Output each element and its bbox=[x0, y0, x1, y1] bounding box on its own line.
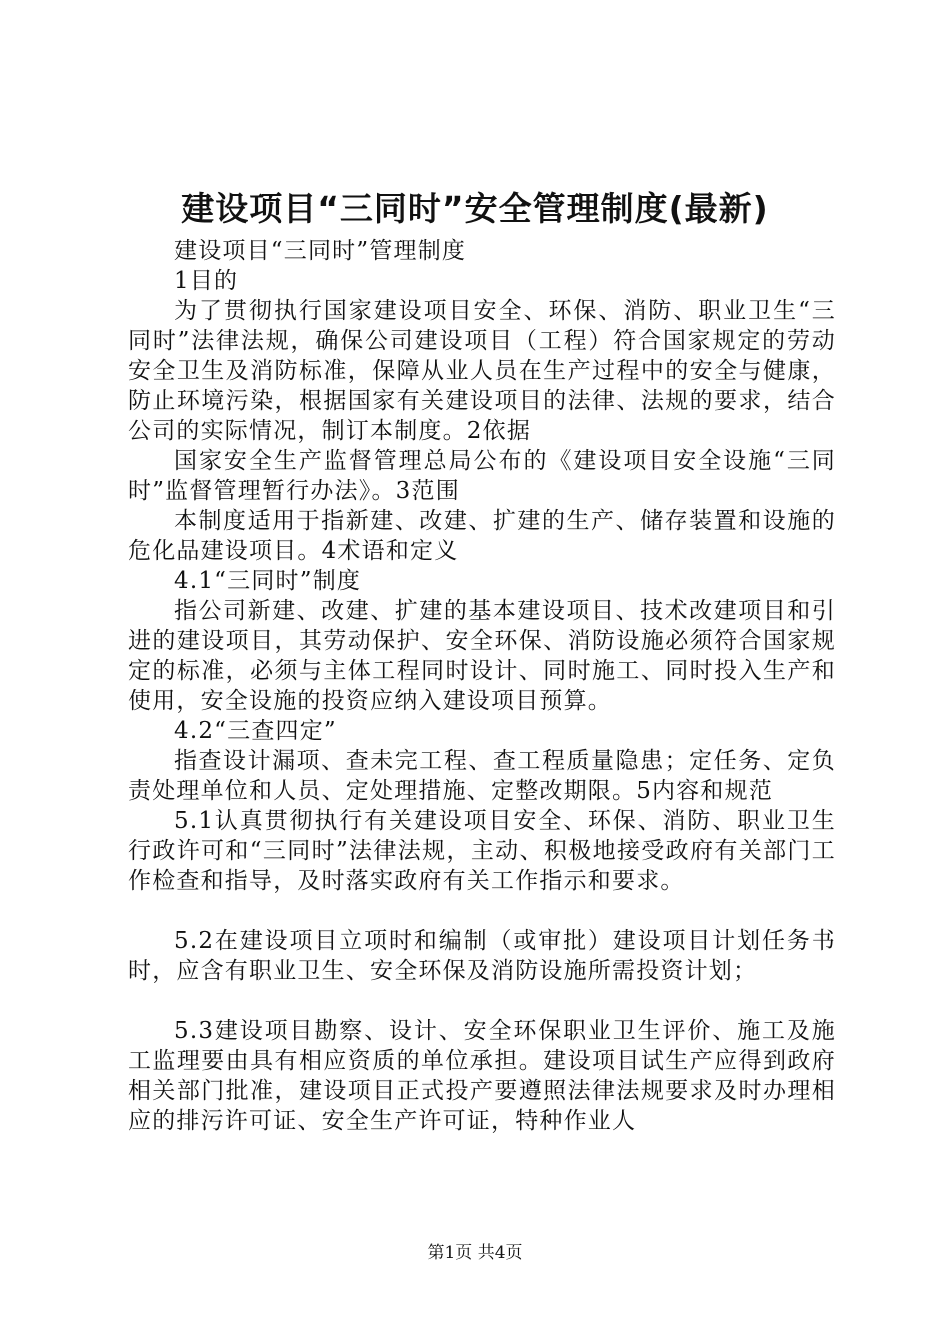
paragraph-scope: 本制度适用于指新建、改建、扩建的生产、储存装置和设施的危化品建设项目。4术语和定义 bbox=[128, 508, 836, 564]
paragraph-three-simultaneous: 指公司新建、改建、扩建的基本建设项目、技术改建项目和引进的建设项目，其劳动保护、安全环保、消防设施必须符合国家规定的标准，必须与主体工程同时设计、同时施工、同时投入生产和使用，安全设施的投资应纳入建设项目预算。 bbox=[128, 598, 836, 714]
document-body bbox=[128, 236, 836, 1136]
document-title: 建设项目“三同时”安全管理制度(最新) bbox=[181, 189, 769, 228]
paragraph-heading: 建设项目“三同时”管理制度 bbox=[174, 238, 467, 264]
paragraph-purpose: 为了贯彻执行国家建设项目安全、环保、消防、职业卫生“三同时”法律法规，确保公司建设项目（工程）符合国家规定的劳动安全卫生及消防标准，保障从业人员在生产过程中的安全与健康，防止环境污染，根据国家有关建设项目的法律、法规的要求，结合公司的实际情况，制订本制度。2依据 bbox=[128, 298, 836, 444]
paragraph-5-2: 5.2在建设项目立项时和编制（或审批）建设项目计划任务书时，应含有职业卫生、安全环保及消防设施所需投资计划； bbox=[128, 928, 836, 984]
paragraph-5-1: 5.1认真贯彻执行有关建设项目安全、环保、消防、职业卫生行政许可和“三同时”法律法规，主动、积极地接受政府有关部门工作检查和指导，及时落实政府有关工作指示和要求。 bbox=[128, 808, 836, 894]
paragraph-5-3: 5.3建设项目勘察、设计、安全环保职业卫生评价、施工及施工监理要由具有相应资质的单位承担。建设项目试生产应得到政府相关部门批准，建设项目正式投产要遵照法律法规要求及时办理相应的排污许可证、安全生产许可证，特种作业人 bbox=[128, 1018, 836, 1134]
paragraph-section-4-2: 4.2“三查四定” bbox=[174, 718, 337, 744]
paragraph-basis: 国家安全生产监督管理总局公布的《建设项目安全设施“三同时”监督管理暂行办法》。3范围 bbox=[128, 448, 836, 504]
paragraph-three-checks: 指查设计漏项、查未完工程、查工程质量隐患；定任务、定负责处理单位和人员、定处理措施、定整改期限。5内容和规范 bbox=[128, 748, 836, 804]
paragraph-section-1: 1目的 bbox=[174, 268, 239, 294]
page-footer: 第1页 共4页 bbox=[427, 1243, 523, 1263]
paragraph-section-4-1: 4.1“三同时”制度 bbox=[174, 568, 362, 594]
